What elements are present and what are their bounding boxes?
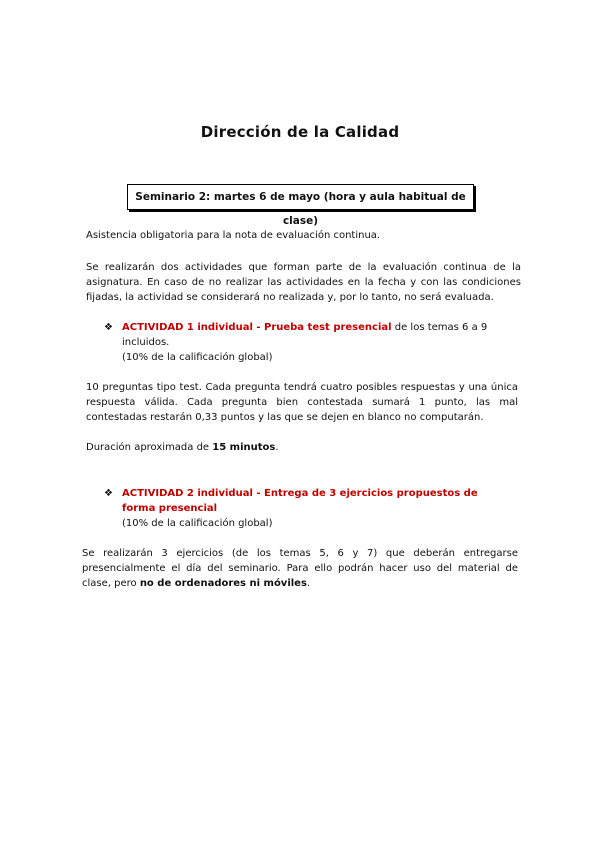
activity-1-body: [122, 320, 504, 365]
activity-2-body: [122, 486, 504, 531]
activity-1-weight: (10% de la calificación global): [122, 352, 273, 363]
seminar-box: Seminario 2: martes 6 de mayo (hora y aula habitual de clase): [127, 184, 474, 210]
duration-paragraph: [86, 440, 516, 455]
attendance-paragraph: Asistencia obligatoria para la nota de evaluación continua.: [86, 230, 381, 241]
test-description-paragraph: 10 preguntas tipo test. Cada pregunta tendrá cuatro posibles respuestas y una única respuesta válida. Cada pregunta bien contestada sumará 1 punto, las mal contestadas restarán 0,33 puntos y las que se dejen en blanco no computarán.: [86, 382, 518, 423]
intro-paragraph: Se realizarán dos actividades que forman parte de la evaluación continua de la asignatura. En caso de no realizar las actividades en la fecha y con las condiciones fijadas, la actividad se considerará no realizada y, por lo tanto, no será evaluada.: [86, 262, 521, 303]
duration-value: 15 minutos: [212, 442, 276, 453]
exercises-suffix: .: [306, 578, 311, 589]
diamond-bullet-icon: ❖: [104, 488, 113, 499]
exercises-paragraph: [82, 546, 518, 591]
activity-1-heading: ACTIVIDAD 1 individual - Prueba test presencial: [122, 322, 392, 333]
activity-2-heading: ACTIVIDAD 2 individual - Entrega de 3 ejercicios propuestos de forma presencial: [122, 488, 478, 514]
page-title: Dirección de la Calidad: [200, 123, 400, 141]
activity-1-rest: de los temas 6 a 9 incluidos.: [122, 322, 488, 348]
duration-suffix: .: [275, 442, 279, 453]
activity-2: [104, 486, 504, 531]
duration-prefix: Duración aproximada de: [86, 442, 213, 453]
diamond-bullet-icon: ❖: [104, 322, 113, 333]
exercises-bold: no de ordenadores ni móviles: [139, 578, 307, 589]
activity-2-weight: (10% de la calificación global): [122, 518, 273, 529]
activity-1: [104, 320, 504, 365]
exercises-text: Se realizarán 3 ejercicios (de los temas 5, 6 y 7) que deberán entregarse presencialmente el día del seminario. Para ello podrán hacer uso del material de clase, pero: [82, 548, 518, 589]
